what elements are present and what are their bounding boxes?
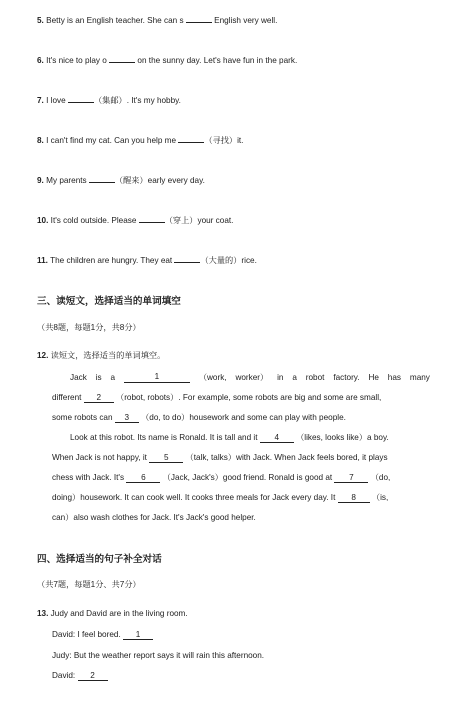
question-text: （大量的）rice. [200, 256, 257, 265]
passage-word: many [409, 373, 430, 382]
section4-score-note: （共7题，每题1分、共7分） [37, 580, 141, 589]
passage-text: （robot, robots）. For example, some robots are big and some are small, [116, 393, 382, 402]
question-text: （寻找）it. [204, 136, 244, 145]
answer-blank[interactable] [109, 62, 135, 63]
question-number: 7. [37, 96, 44, 105]
answer-blank[interactable]: 6 [126, 473, 160, 483]
question-number: 6. [37, 56, 44, 65]
answer-blank[interactable]: 8 [338, 493, 370, 503]
passage-text: chess with Jack. It's [52, 473, 125, 482]
question-text: My parents [46, 176, 87, 185]
question-text: Betty is an English teacher. She can s [46, 16, 184, 25]
answer-blank[interactable]: 7 [334, 473, 368, 483]
answer-blank[interactable] [174, 262, 200, 263]
question-text: （集邮）. It's my hobby. [93, 96, 181, 105]
passage-text: Look at this robot. Its name is Ronald. It is tall and it [70, 433, 258, 442]
answer-blank[interactable]: 2 [78, 671, 108, 681]
question-number: 10. [37, 216, 49, 225]
question-text: It's nice to play o [46, 56, 107, 65]
question-text: English very well. [211, 16, 278, 25]
question-13 [37, 608, 188, 619]
question-text: It's cold outside. Please [50, 216, 137, 225]
question-item [37, 135, 243, 146]
passage-text: can）also wash clothes for Jack. It's Jack's good helper. [52, 513, 256, 522]
section4-heading: 四、选择适当的句子补全对话 [37, 554, 162, 565]
answer-blank[interactable]: 1 [124, 372, 190, 383]
passage-word: a [110, 373, 116, 382]
passage-text: （do, [370, 473, 391, 482]
section3-score-note: （共8题，每题1分，共8分） [37, 323, 141, 332]
passage-text: When Jack is not happy, it [52, 453, 147, 462]
question-item [37, 55, 297, 66]
question-text: on the sunny day. Let's have fun in the park. [135, 56, 298, 65]
question-item [37, 215, 233, 226]
answer-blank[interactable] [186, 22, 212, 23]
passage-word: （work, [198, 373, 227, 382]
passage-line [52, 412, 346, 423]
passage-line [52, 452, 388, 463]
question-intro: Judy and David are in the living room. [50, 609, 188, 618]
dialogue-text: David: [52, 671, 76, 680]
question-item [37, 95, 181, 106]
question-number: 8. [37, 136, 44, 145]
question-text: （穿上）your coat. [164, 216, 234, 225]
passage-line [70, 372, 430, 383]
section3-heading: 三、读短文，选择适当的单词填空 [37, 296, 181, 307]
question-item [37, 175, 205, 186]
passage-line [52, 512, 256, 523]
dialogue-line [52, 670, 108, 681]
passage-text: （Jack, Jack's）good friend. Ronald is good at [162, 473, 333, 482]
question-number: 13. [37, 609, 49, 618]
passage-text: （do, to do）housework and some can play with people. [141, 413, 346, 422]
passage-line [52, 492, 388, 503]
dialogue-line [52, 650, 264, 661]
question-number: 11. [37, 256, 48, 265]
dialogue-text: David: I feel bored. [52, 630, 121, 639]
question-item [37, 255, 257, 266]
passage-word: robot [305, 373, 325, 382]
answer-blank[interactable] [178, 142, 204, 143]
answer-blank[interactable] [89, 182, 115, 183]
question-number: 9. [37, 176, 44, 185]
passage-text: （talk, talks）with Jack. When Jack feels bored, it plays [185, 453, 388, 462]
answer-blank[interactable]: 5 [149, 453, 183, 463]
question-text: （醒来）early every day. [114, 176, 205, 185]
answer-blank[interactable]: 3 [115, 413, 139, 423]
passage-line [52, 392, 381, 403]
answer-blank[interactable]: 2 [84, 393, 114, 403]
passage-word: is [95, 373, 102, 382]
question-item [37, 15, 277, 26]
question-number: 12. [37, 351, 49, 360]
question-text: The children are hungry. They eat [50, 256, 173, 265]
answer-blank[interactable] [139, 222, 165, 223]
passage-text: doing）housework. It can cook well. It cooks three meals for Jack every day. It [52, 493, 336, 502]
answer-blank[interactable] [68, 102, 94, 103]
dialogue-line [52, 629, 153, 640]
passage-text: some robots can [52, 413, 113, 422]
passage-text: （likes, looks like）a boy. [296, 433, 389, 442]
dialogue-text: Judy: But the weather report says it will rain this afternoon. [52, 651, 265, 660]
passage-line [52, 472, 390, 483]
question-number: 5. [37, 16, 44, 25]
passage-text: （is, [371, 493, 389, 502]
passage-word: has [387, 373, 401, 382]
passage-word: a [292, 373, 297, 382]
passage-text: different [52, 393, 82, 402]
answer-blank[interactable]: 4 [260, 433, 294, 443]
question-text: I can't find my cat. Can you help me [46, 136, 177, 145]
answer-blank[interactable]: 1 [123, 630, 153, 640]
passage-word: in [277, 373, 284, 382]
passage-word: worker） [235, 373, 269, 382]
question-instruction: 读短文，选择适当的单词填空。 [50, 351, 166, 360]
passage-word: factory. [333, 373, 360, 382]
question-text: I love [46, 96, 66, 105]
passage-line [70, 432, 389, 443]
question-12 [37, 350, 165, 361]
passage-word: He [368, 373, 379, 382]
passage-word: Jack [70, 373, 87, 382]
